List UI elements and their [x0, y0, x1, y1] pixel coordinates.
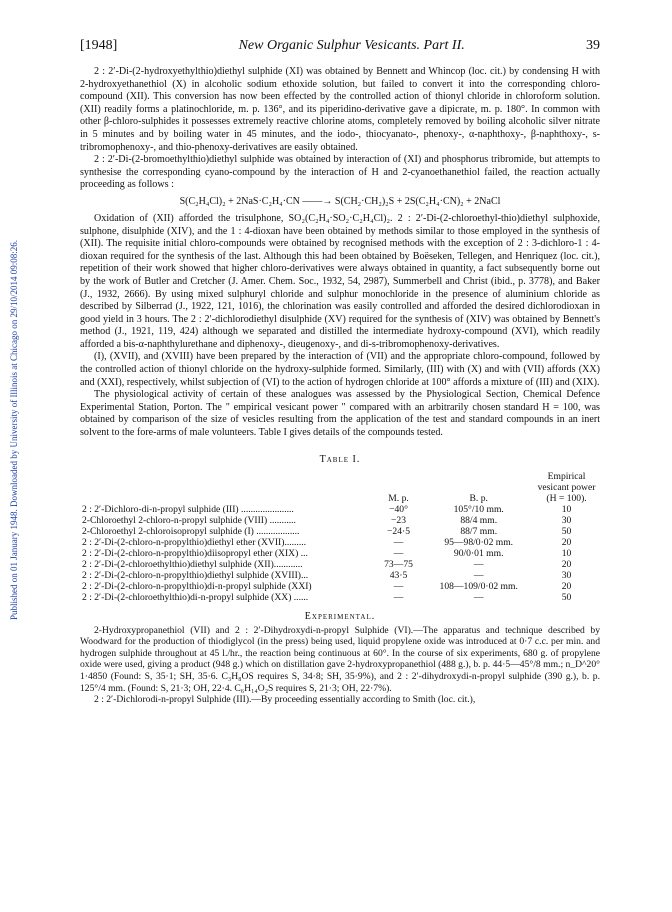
cell-mp: —	[393, 536, 404, 548]
cell-ev: 30	[561, 514, 572, 526]
cell-ev: 10	[561, 503, 572, 515]
paragraph-oxidation: Oxidation of (XII) afforded the trisulphone, SO₂(C₂H₄·SO₂·C₂H₄Cl)₂. 2 : 2′-Di-(2-chloroethyl-thio)diethyl sulphoxide, sulphone, disulphide (XIV), and the 1 : 4-dioxan have been obtained by methods similar to those employed in the synthesis of (XII). The requisite initial chloro-compounds were obtained by recognised methods with the exception of 2 : 3-dichloro-1 : 4-dioxan required for the synthesis of the last. Although this had been obtained by Boëseken, Tellegen, and Henriquez (loc. cit.), repetition of their work showed that higher chloro-derivatives were always obtained in quantity, a fact subsequently borne out by the work of Butler and Cretcher (J. Amer. Chem. Soc., 1932, 54, 2987), Summerbell and Christ (ibid., p. 3778), and Baker (J., 1932, 2666). By using mixed sulphuryl chloride and sulphur monochloride in the presence of aluminium chloride as described by Silberrad (J., 1922, 121, 1016), the chlorination was easily controlled and afforded the desired dichlorodioxan in good yield in 3 hours. The 2 : 2′-dichlorodiethyl disulphide (XV) required for the synthesis of (XIV) was obtained by Bennett's method (J., 1921, 119, 424) although we separated and distilled the intermediate hydroxy-compound (XVI), which readily afforded a bis-α-naphthylurethane and diphenoxy-, dieugenoxy-, and di-s-tribromophenoxy-derivatives.	[80, 212, 600, 350]
cell-mp: —	[393, 591, 404, 603]
header-vesicant-power: Empirical vesicant power (H = 100).	[537, 470, 596, 504]
table-row	[80, 592, 600, 603]
table-caption: Table I.	[319, 453, 361, 465]
cell-bp: 88/7 mm.	[460, 525, 498, 537]
cell-compound: 2 : 2′-Di-(2-chloroethylthio)diethyl sulphide (XII)............	[82, 558, 303, 570]
header-page-number: 39	[585, 38, 600, 53]
cell-ev: 50	[561, 591, 572, 603]
paragraph-experimental-dichlorodipropyl: 2 : 2′-Dichlorodi-n-propyl Sulphide (III).—By proceeding essentially according to Smith (loc. cit.),	[94, 694, 476, 706]
table-row	[80, 559, 600, 570]
compounds-table	[80, 471, 600, 603]
cell-compound: 2 : 2′-Dichloro-di-n-propyl sulphide (III) ......................	[82, 503, 294, 515]
running-header	[80, 38, 600, 54]
cell-bp: 88/4 mm.	[460, 514, 498, 526]
cell-ev: 10	[561, 547, 572, 559]
cell-ev: 50	[561, 525, 572, 537]
publication-side-note	[8, 110, 20, 750]
cell-mp: 73—75	[384, 558, 413, 570]
cell-compound: 2 : 2′-Di-(2-chloro-n-propylthio)diethyl sulphide (XVIII)...	[82, 569, 309, 581]
table-row	[80, 504, 600, 515]
header-title: New Organic Sulphur Vesicants. Part II.	[238, 38, 465, 53]
cell-ev: 20	[561, 558, 572, 570]
cell-compound: 2 : 2′-Di-(2-chloro-n-propylthio)diisopropyl ether (XIX) ...	[82, 547, 308, 559]
reaction-equation: S(C₂H₄Cl)₂ + 2NaS·C₂H₄·CN ——→ S(CH₂·CH₂)₂S + 2S(C₂H₄·CN)₂ + 2NaCl	[179, 195, 501, 207]
cell-bp: —	[473, 569, 484, 581]
cell-mp: —	[393, 547, 404, 559]
cell-bp: —	[473, 591, 484, 603]
cell-ev: 20	[561, 580, 572, 592]
table-row	[80, 570, 600, 581]
table-row	[80, 515, 600, 526]
cell-ev: 20	[561, 536, 572, 548]
section-heading-experimental: Experimental.	[304, 610, 376, 622]
cell-compound: 2 : 2′-Di-(2-chloroethylthio)di-n-propyl sulphide (XX) ......	[82, 591, 309, 603]
cell-bp: 108—109/0·02 mm.	[439, 580, 518, 592]
header-compound	[80, 471, 373, 504]
table-row	[80, 548, 600, 559]
paragraph-physiological: The physiological activity of certain of these analogues was assessed by the Physiological Section, Chemical Defence Experimental Station, Porton. The " empirical vesicant power " compared with an arbitrarily chosen standard H = 100, was obtained by comparison of the size of vesicles resulting from the application of the test and standard compounds in an inert solvent to the fore-arms of male volunteers. Table I gives details of the compounds tested.	[80, 389, 600, 439]
cell-mp: −24·5	[387, 525, 411, 537]
paragraph-di-hydroxyethylthio: 2 : 2′-Di-(2-hydroxyethylthio)diethyl sulphide (XI) was obtained by Bennett and Whincop (loc. cit.) by condensing H with 2-hydroxyethanethiol (X) in alcoholic sodium ethoxide solution, but failed to convert it into the corresponding chloro-compound (XII). This conversion has now been effected by the controlled action of thionyl chloride in chloroform solution. (XII) readily forms a platinochloride, m. p. 136°, and its piperidino-derivative gave a dipicrate, m. p. 180°. In common with other β-chloro-sulphides it possesses extremely reactive chlorine atoms, completely removed by boiling alcoholic silver nitrate in 5 minutes and by boiling water in 45 minutes, and the iodo-, thiocyanato-, phenoxy-, α-naphthoxy-, β-naphthoxy-, s-tribromophenoxy-, and thio-phenoxy-derivatives are easily obtained.	[80, 66, 600, 153]
cell-mp: −40°	[389, 503, 408, 515]
header-bp: B. p.	[469, 492, 488, 504]
side-note-text: Published on 01 January 1948. Downloaded by University of Illinois at Chicago on 29/10/2014 09:08:26.	[9, 240, 19, 620]
journal-page	[80, 38, 600, 706]
table-header-row	[80, 471, 600, 504]
cell-bp: 95—98/0·02 mm.	[444, 536, 514, 548]
cell-mp: −23	[391, 514, 407, 526]
cell-bp: —	[473, 558, 484, 570]
paragraph-di-bromoethylthio: 2 : 2′-Di-(2-bromoethylthio)diethyl sulphide was obtained by interaction of (XI) and phosphorus tribromide, but attempts to synthesise the corresponding cyano-compound by the interaction of H and 2-cyanoethanethiol failed, the reaction actually proceeding as follows :	[80, 154, 600, 191]
cell-compound: 2-Chloroethyl 2-chloroisopropyl sulphide (I) ..................	[82, 525, 300, 537]
table-row	[80, 526, 600, 537]
cell-ev: 30	[561, 569, 572, 581]
cell-compound: 2 : 2′-Di-(2-chloro-n-propylthio)di-n-propyl sulphide (XXI)	[82, 580, 312, 592]
cell-bp: 105°/10 mm.	[453, 503, 504, 515]
cell-mp: 43·5	[389, 569, 408, 581]
cell-mp: —	[393, 580, 404, 592]
paragraph-preparation: (I), (XVII), and (XVIII) have been prepared by the interaction of (VII) and the appropriate chloro-compound, followed by the controlled action of thionyl chloride on the hydroxy-sulphide formed. Similarly, (III) with (X) and with (VII) affords (XX) and (XXI), respectively, whilst subjection of (VI) to the action of hydrogen chloride at 100° affords a mixture of (III) and (XIX).	[80, 351, 600, 388]
cell-compound: 2-Chloroethyl 2-chloro-n-propyl sulphide (VIII) ...........	[82, 514, 296, 526]
header-mp: M. p.	[388, 492, 409, 504]
table-row	[80, 537, 600, 548]
cell-bp: 90/0·01 mm.	[453, 547, 504, 559]
header-year: [1948]	[80, 38, 118, 53]
paragraph-experimental-hydroxypropanethiol: 2-Hydroxypropanethiol (VII) and 2 : 2′-Dihydroxydi-n-propyl Sulphide (VI).—The apparatus and technique described by Woodward for the production of thiodiglycol (in the press) being used, liquid propylene oxide was introduced at 0·7 c.c. per min. and hydrogen sulphide throughout at 45 l./hr., the reaction being continuous at 60°. In the course of six experiments, 680 g. of propylene oxide were used, giving a product (948 g.) which on distillation gave 2-hydroxypropanethiol (488 g.), b. p. 44·5—45°/8 mm.; n_D^20° 1·4850 (Found: S, 35·1; SH, 35·6. C₃H₈OS requires S, 34·8; SH, 35·9%), and 2 : 2′-dihydroxydi-n-propyl sulphide (390 g.), b. p. 125°/4 mm. (Found: S, 21·3; OH, 22·4. C₆H₁₄O₂S requires S, 21·3; OH, 22·7%).	[80, 624, 600, 694]
table-row	[80, 581, 600, 592]
cell-compound: 2 : 2′-Di-(2-chloro-n-propylthio)diethyl ether (XVII).........	[82, 536, 307, 548]
